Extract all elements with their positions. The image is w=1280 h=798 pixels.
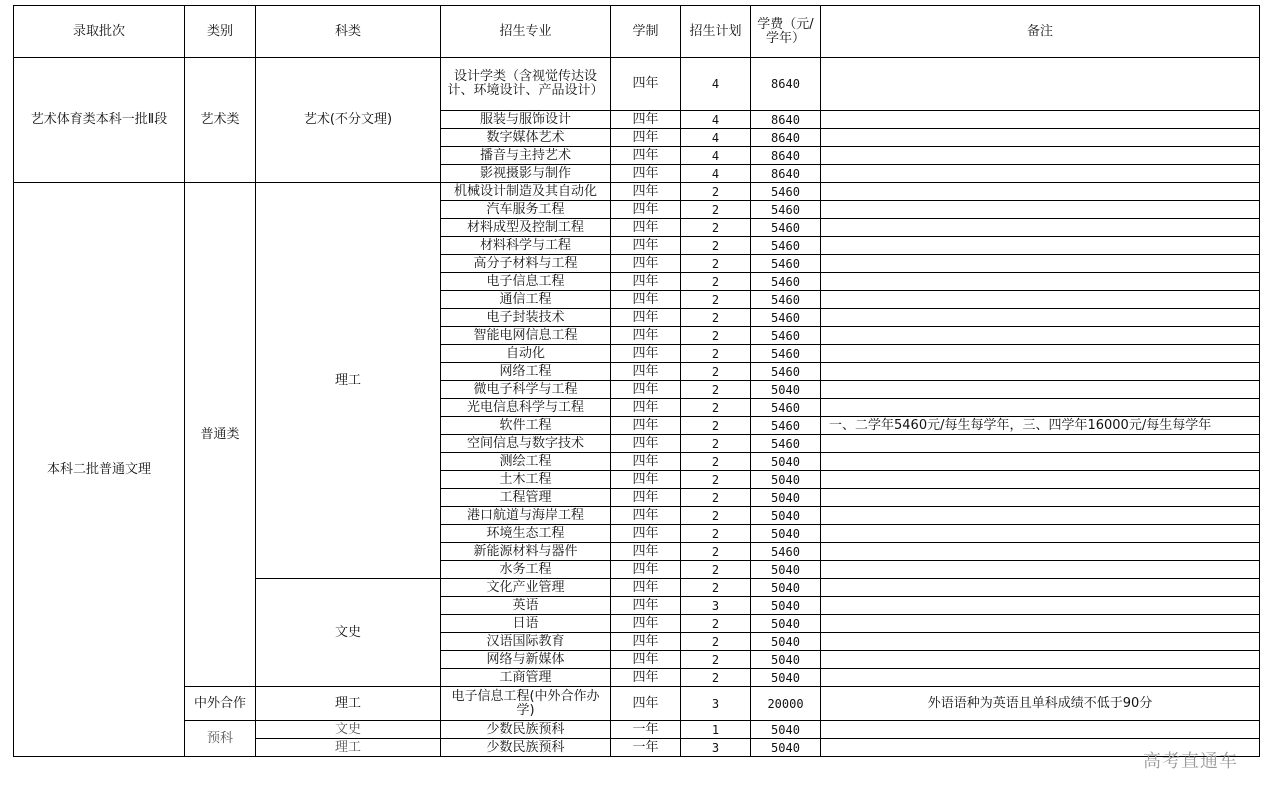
- table-row: [14, 721, 1260, 739]
- major-cell: 文化产业管理: [441, 579, 611, 597]
- duration-cell: 一年: [611, 739, 681, 757]
- tuition-cell: 5460: [751, 201, 821, 219]
- plan-cell: 2: [681, 561, 751, 579]
- plan-cell: 2: [681, 507, 751, 525]
- major-cell: 新能源材料与器件: [441, 543, 611, 561]
- tuition-cell: 5460: [751, 237, 821, 255]
- plan-cell: 2: [681, 633, 751, 651]
- remark-cell: 一、二学年5460元/每生每学年，三、四学年16000元/每生每学年: [821, 417, 1260, 435]
- tuition-cell: 5460: [751, 219, 821, 237]
- remark-cell: [821, 345, 1260, 363]
- plan-cell: 2: [681, 453, 751, 471]
- duration-cell: 四年: [611, 111, 681, 129]
- remark-cell: [821, 255, 1260, 273]
- duration-cell: 四年: [611, 381, 681, 399]
- header-remark: 备注: [821, 6, 1260, 58]
- tuition-cell: 5460: [751, 435, 821, 453]
- major-cell: 环境生态工程: [441, 525, 611, 543]
- duration-cell: 四年: [611, 273, 681, 291]
- duration-cell: 四年: [611, 219, 681, 237]
- header-major: 招生专业: [441, 6, 611, 58]
- tuition-cell: 5040: [751, 507, 821, 525]
- plan-cell: 2: [681, 435, 751, 453]
- major-cell: 工商管理: [441, 669, 611, 687]
- duration-cell: 四年: [611, 633, 681, 651]
- duration-cell: 四年: [611, 417, 681, 435]
- major-cell: 高分子材料与工程: [441, 255, 611, 273]
- duration-cell: 四年: [611, 561, 681, 579]
- remark-cell: [821, 579, 1260, 597]
- subject-cell: 文史: [256, 721, 441, 739]
- major-cell: 微电子科学与工程: [441, 381, 611, 399]
- major-cell: 网络工程: [441, 363, 611, 381]
- duration-cell: 四年: [611, 147, 681, 165]
- duration-cell: 四年: [611, 669, 681, 687]
- duration-cell: 四年: [611, 327, 681, 345]
- major-cell: 服装与服饰设计: [441, 111, 611, 129]
- subject-cell: 理工: [256, 183, 441, 579]
- tuition-cell: 5040: [751, 453, 821, 471]
- tuition-cell: 5040: [751, 739, 821, 757]
- duration-cell: 四年: [611, 507, 681, 525]
- major-cell: 港口航道与海岸工程: [441, 507, 611, 525]
- remark-cell: [821, 597, 1260, 615]
- remark-cell: 外语语种为英语且单科成绩不低于90分: [821, 687, 1260, 721]
- plan-cell: 2: [681, 309, 751, 327]
- plan-cell: 2: [681, 579, 751, 597]
- duration-cell: 一年: [611, 721, 681, 739]
- tuition-cell: 5460: [751, 309, 821, 327]
- duration-cell: 四年: [611, 201, 681, 219]
- header-duration: 学制: [611, 6, 681, 58]
- duration-cell: 四年: [611, 453, 681, 471]
- duration-cell: 四年: [611, 579, 681, 597]
- major-cell: 光电信息科学与工程: [441, 399, 611, 417]
- remark-cell: [821, 489, 1260, 507]
- remark-cell: [821, 453, 1260, 471]
- tuition-cell: 5460: [751, 255, 821, 273]
- duration-cell: 四年: [611, 58, 681, 111]
- tuition-cell: 5460: [751, 399, 821, 417]
- remark-cell: [821, 669, 1260, 687]
- tuition-cell: 5040: [751, 561, 821, 579]
- duration-cell: 四年: [611, 129, 681, 147]
- major-cell: 智能电网信息工程: [441, 327, 611, 345]
- plan-cell: 4: [681, 165, 751, 183]
- tuition-cell: 8640: [751, 165, 821, 183]
- major-cell: 测绘工程: [441, 453, 611, 471]
- table-row: [14, 58, 1260, 111]
- duration-cell: 四年: [611, 291, 681, 309]
- batch-cell: 本科二批普通文理: [14, 183, 185, 757]
- remark-cell: [821, 201, 1260, 219]
- tuition-cell: 5040: [751, 721, 821, 739]
- major-cell: 电子信息工程(中外合作办学): [441, 687, 611, 721]
- remark-cell: [821, 615, 1260, 633]
- plan-cell: 2: [681, 669, 751, 687]
- plan-cell: 3: [681, 597, 751, 615]
- duration-cell: 四年: [611, 471, 681, 489]
- major-cell: 电子信息工程: [441, 273, 611, 291]
- major-cell: 播音与主持艺术: [441, 147, 611, 165]
- tuition-cell: 5040: [751, 579, 821, 597]
- major-cell: 水务工程: [441, 561, 611, 579]
- plan-cell: 4: [681, 58, 751, 111]
- duration-cell: 四年: [611, 687, 681, 721]
- remark-cell: [821, 273, 1260, 291]
- remark-cell: [821, 633, 1260, 651]
- remark-cell: [821, 543, 1260, 561]
- duration-cell: 四年: [611, 309, 681, 327]
- tuition-cell: 5040: [751, 597, 821, 615]
- major-cell: 电子封装技术: [441, 309, 611, 327]
- tuition-cell: 5460: [751, 417, 821, 435]
- plan-cell: 2: [681, 327, 751, 345]
- admission-plan-table: [13, 5, 1260, 757]
- remark-cell: [821, 309, 1260, 327]
- duration-cell: 四年: [611, 237, 681, 255]
- major-cell: 英语: [441, 597, 611, 615]
- remark-cell: [821, 399, 1260, 417]
- duration-cell: 四年: [611, 165, 681, 183]
- duration-cell: 四年: [611, 255, 681, 273]
- remark-cell: [821, 291, 1260, 309]
- major-cell: 影视摄影与制作: [441, 165, 611, 183]
- plan-cell: 1: [681, 721, 751, 739]
- tuition-cell: 5040: [751, 525, 821, 543]
- plan-cell: 2: [681, 237, 751, 255]
- major-cell: 日语: [441, 615, 611, 633]
- tuition-cell: 5460: [751, 291, 821, 309]
- remark-cell: [821, 183, 1260, 201]
- plan-cell: 2: [681, 345, 751, 363]
- major-cell: 少数民族预科: [441, 721, 611, 739]
- remark-cell: [821, 363, 1260, 381]
- plan-cell: 3: [681, 739, 751, 757]
- major-cell: 空间信息与数字技术: [441, 435, 611, 453]
- remark-cell: [821, 561, 1260, 579]
- category-cell: 普通类: [185, 183, 256, 687]
- tuition-cell: 8640: [751, 147, 821, 165]
- plan-cell: 4: [681, 129, 751, 147]
- subject-cell: 理工: [256, 687, 441, 721]
- major-cell: 设计学类（含视觉传达设计、环境设计、产品设计）: [441, 58, 611, 111]
- plan-cell: 2: [681, 183, 751, 201]
- header-category: 类别: [185, 6, 256, 58]
- tuition-cell: 20000: [751, 687, 821, 721]
- remark-cell: [821, 58, 1260, 111]
- duration-cell: 四年: [611, 183, 681, 201]
- plan-cell: 2: [681, 471, 751, 489]
- duration-cell: 四年: [611, 597, 681, 615]
- remark-cell: [821, 129, 1260, 147]
- duration-cell: 四年: [611, 345, 681, 363]
- duration-cell: 四年: [611, 489, 681, 507]
- duration-cell: 四年: [611, 363, 681, 381]
- table-row: [14, 687, 1260, 721]
- tuition-cell: 5040: [751, 633, 821, 651]
- remark-cell: [821, 327, 1260, 345]
- plan-cell: 2: [681, 399, 751, 417]
- tuition-cell: 5460: [751, 543, 821, 561]
- header-subject: 科类: [256, 6, 441, 58]
- plan-cell: 2: [681, 543, 751, 561]
- category-cell: 中外合作: [185, 687, 256, 721]
- category-cell: 艺术类: [185, 58, 256, 183]
- plan-cell: 2: [681, 525, 751, 543]
- tuition-cell: 5040: [751, 471, 821, 489]
- duration-cell: 四年: [611, 525, 681, 543]
- major-cell: 网络与新媒体: [441, 651, 611, 669]
- plan-cell: 2: [681, 651, 751, 669]
- subject-cell: 文史: [256, 579, 441, 687]
- subject-cell: 理工: [256, 739, 441, 757]
- tuition-cell: 8640: [751, 111, 821, 129]
- plan-cell: 2: [681, 417, 751, 435]
- table-row: [14, 183, 1260, 201]
- plan-cell: 2: [681, 489, 751, 507]
- watermark-text: 高考直通车: [1143, 751, 1238, 772]
- tuition-cell: 5460: [751, 327, 821, 345]
- remark-cell: [821, 721, 1260, 739]
- remark-cell: [821, 435, 1260, 453]
- tuition-cell: 5040: [751, 651, 821, 669]
- major-cell: 土木工程: [441, 471, 611, 489]
- tuition-cell: 8640: [751, 129, 821, 147]
- plan-cell: 2: [681, 381, 751, 399]
- remark-cell: [821, 111, 1260, 129]
- major-cell: 少数民族预科: [441, 739, 611, 757]
- tuition-cell: 5460: [751, 363, 821, 381]
- plan-cell: 4: [681, 147, 751, 165]
- plan-cell: 2: [681, 255, 751, 273]
- major-cell: 工程管理: [441, 489, 611, 507]
- remark-cell: [821, 147, 1260, 165]
- duration-cell: 四年: [611, 651, 681, 669]
- remark-cell: [821, 165, 1260, 183]
- tuition-cell: 5460: [751, 183, 821, 201]
- batch-cell: 艺术体育类本科一批Ⅱ段: [14, 58, 185, 183]
- subject-cell: 艺术(不分文理): [256, 58, 441, 183]
- major-cell: 汽车服务工程: [441, 201, 611, 219]
- remark-cell: [821, 219, 1260, 237]
- tuition-cell: 5040: [751, 489, 821, 507]
- major-cell: 自动化: [441, 345, 611, 363]
- plan-cell: 3: [681, 687, 751, 721]
- plan-cell: 2: [681, 201, 751, 219]
- remark-cell: [821, 237, 1260, 255]
- plan-cell: 2: [681, 615, 751, 633]
- header-row: [14, 6, 1260, 58]
- major-cell: 数字媒体艺术: [441, 129, 611, 147]
- major-cell: 机械设计制造及其自动化: [441, 183, 611, 201]
- tuition-cell: 5040: [751, 669, 821, 687]
- duration-cell: 四年: [611, 615, 681, 633]
- duration-cell: 四年: [611, 399, 681, 417]
- tuition-cell: 5040: [751, 381, 821, 399]
- plan-cell: 2: [681, 363, 751, 381]
- tuition-cell: 5040: [751, 615, 821, 633]
- remark-cell: [821, 381, 1260, 399]
- duration-cell: 四年: [611, 543, 681, 561]
- header-tuition: 学费（元/学年）: [751, 6, 821, 58]
- major-cell: 通信工程: [441, 291, 611, 309]
- plan-cell: 2: [681, 273, 751, 291]
- plan-cell: 2: [681, 219, 751, 237]
- duration-cell: 四年: [611, 435, 681, 453]
- category-cell: 预科: [185, 721, 256, 757]
- major-cell: 软件工程: [441, 417, 611, 435]
- major-cell: 材料成型及控制工程: [441, 219, 611, 237]
- remark-cell: [821, 651, 1260, 669]
- remark-cell: [821, 507, 1260, 525]
- tuition-cell: 5460: [751, 273, 821, 291]
- remark-cell: [821, 471, 1260, 489]
- tuition-cell: 5460: [751, 345, 821, 363]
- major-cell: 材料科学与工程: [441, 237, 611, 255]
- plan-cell: 4: [681, 111, 751, 129]
- header-plan: 招生计划: [681, 6, 751, 58]
- remark-cell: [821, 525, 1260, 543]
- plan-cell: 2: [681, 291, 751, 309]
- major-cell: 汉语国际教育: [441, 633, 611, 651]
- header-batch: 录取批次: [14, 6, 185, 58]
- tuition-cell: 8640: [751, 58, 821, 111]
